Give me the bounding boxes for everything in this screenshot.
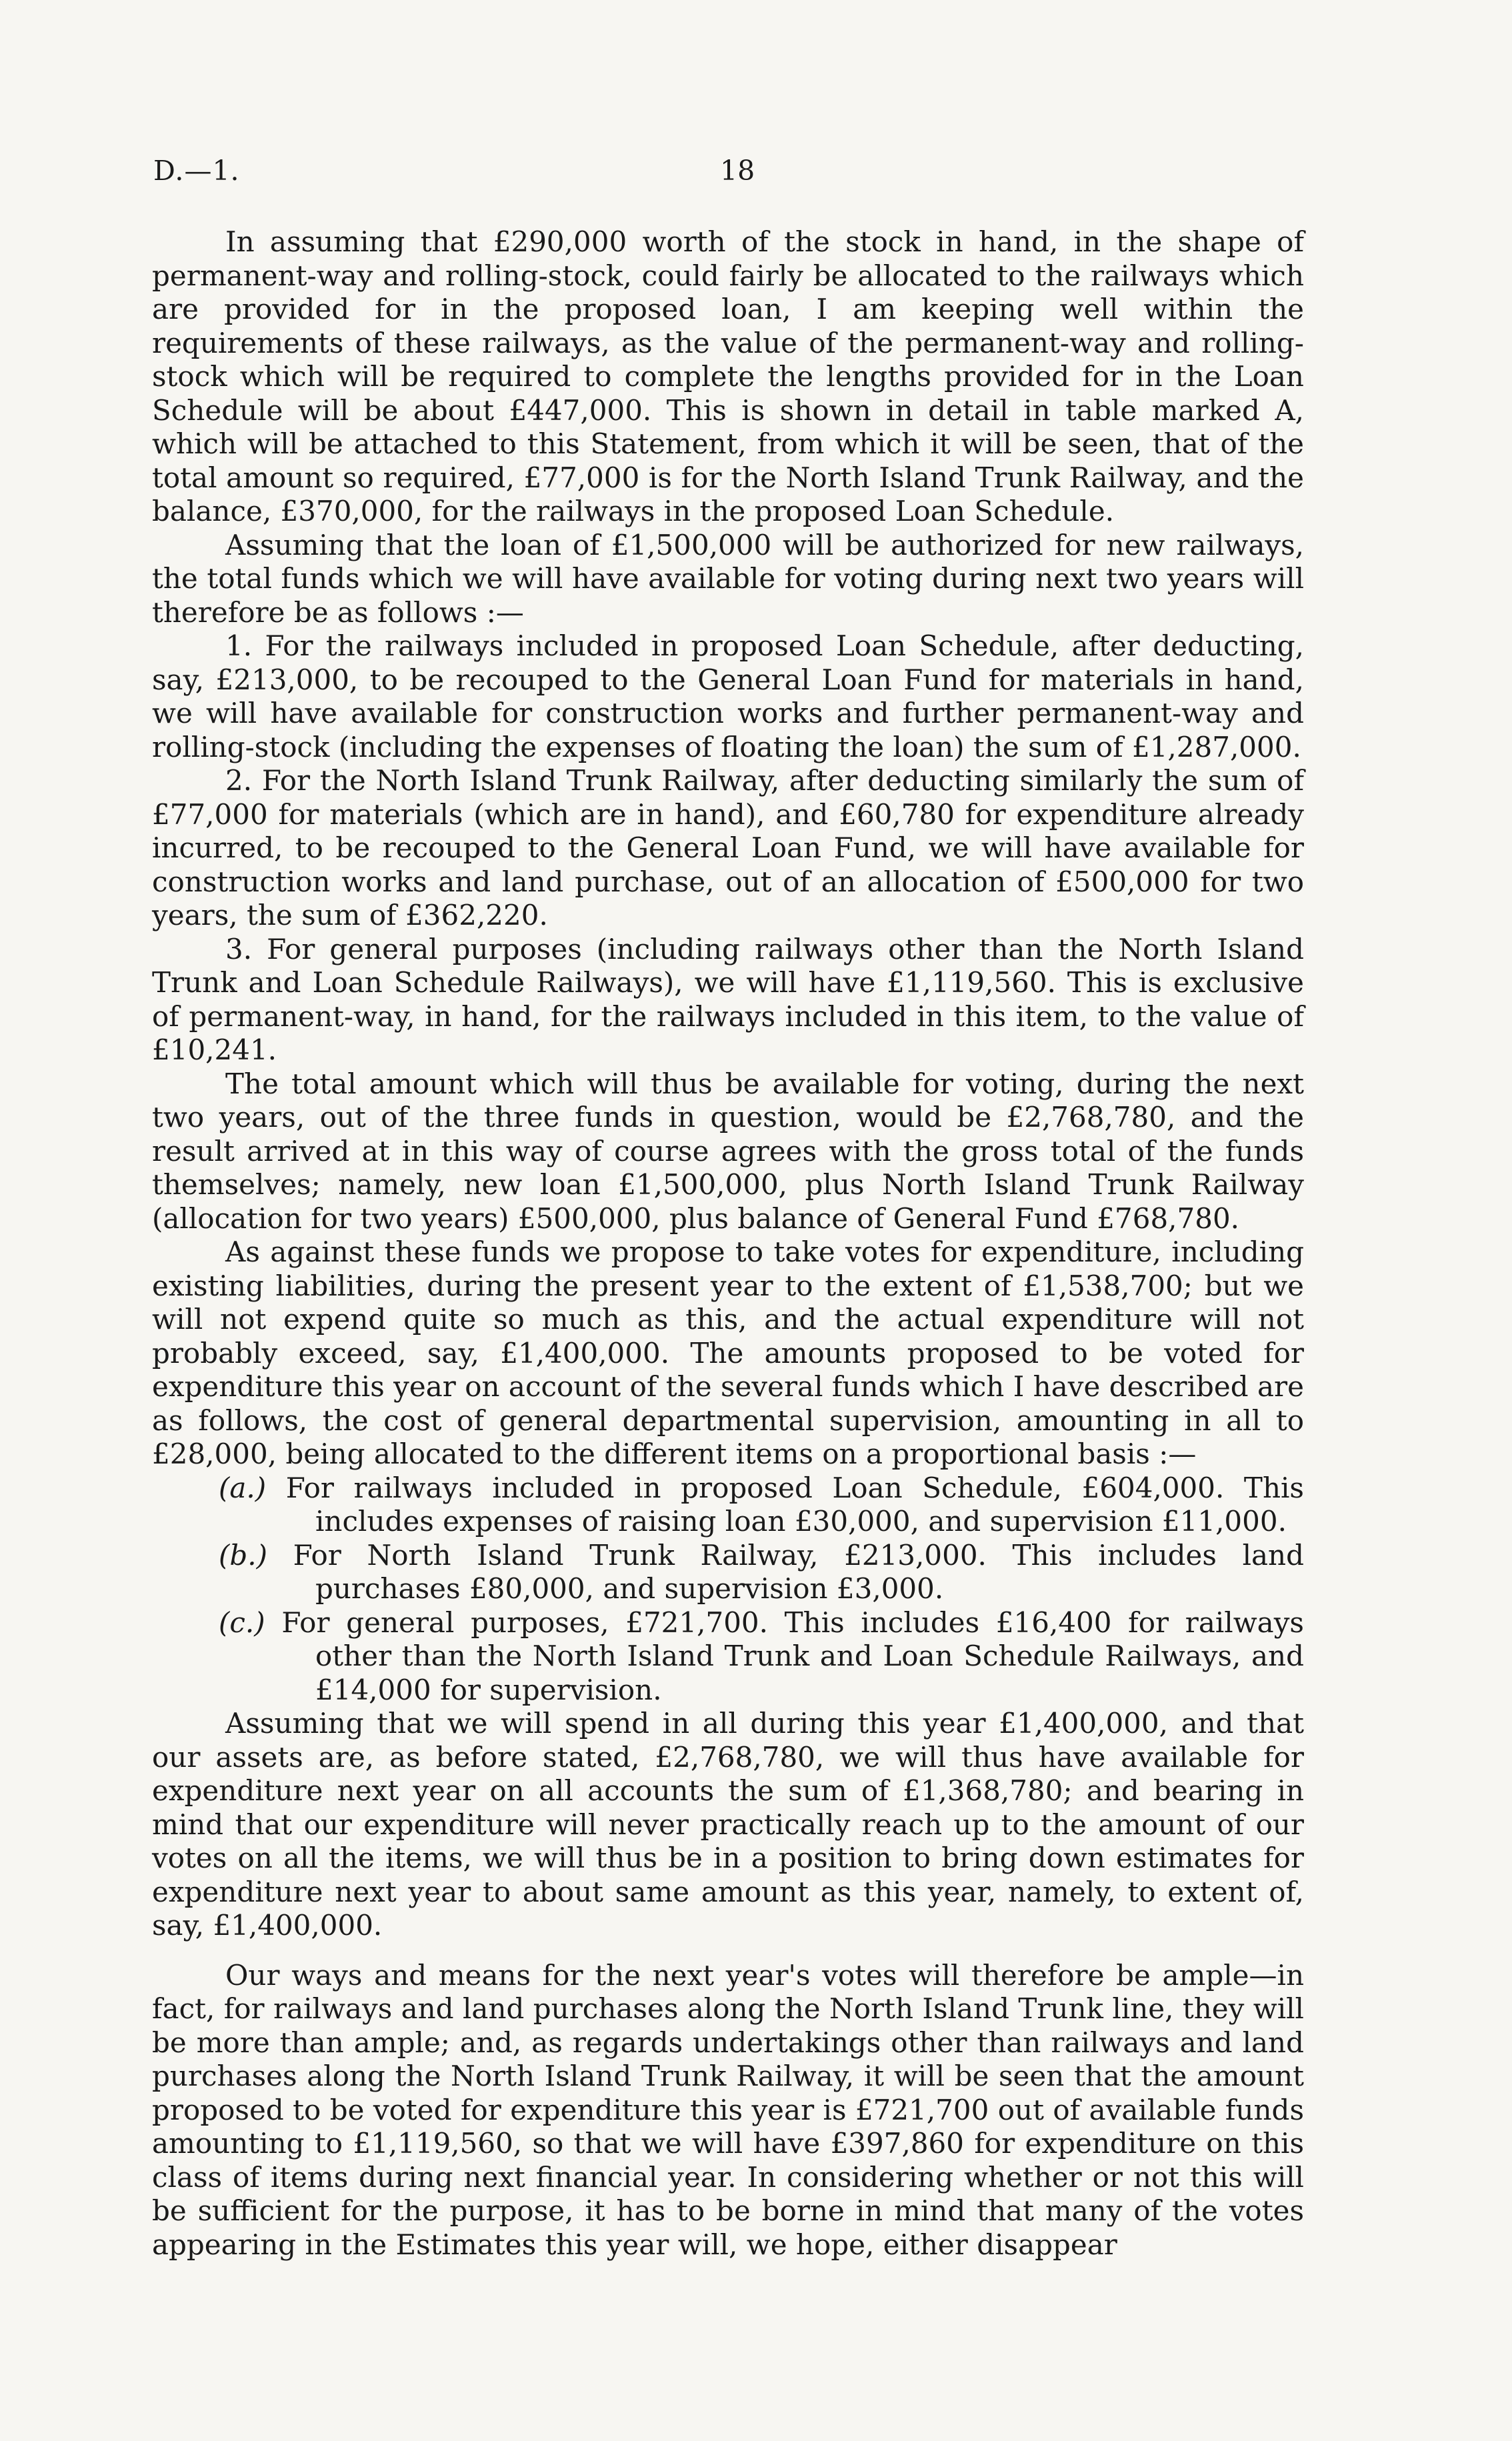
list-item-text: For general purposes, £721,700. This includes £16,400 for railways other than the North Island Trunk and Loan Schedule Railways, and £14,000 for supervision. bbox=[281, 1606, 1304, 1706]
list-item-label: (a.) bbox=[219, 1471, 267, 1504]
paragraph: Assuming that we will spend in all during this year £1,400,000, and that our assets are, as before stated, £2,768,780, we will thus have available for expenditure next year on all accounts the sum of £1,368,780; and bearing in mind that our expenditure will never practically reach up to the amount of our votes on all the items, we will thus be in a position to bring down estimates for expenditure next year to about same amount as this year, namely, to extent of, say, £1,400,000. bbox=[152, 1707, 1304, 1942]
paragraph: The total amount which will thus be available for voting, during the next two years, out of the three funds in question, would be £2,768,780, and the result arrived at in this way of course agrees with the gross total of the funds themselves; namely, new loan £1,500,000, plus North Island Trunk Railway (allocation for two years) £500,000, plus balance of General Fund £768,780. bbox=[152, 1067, 1304, 1235]
list-item-label: (c.) bbox=[219, 1606, 265, 1639]
paragraph: As against these funds we propose to take votes for expenditure, including existing liabilities, during the present year to the extent of £1,538,700; but we will not expend quite so much as this, and the actual expenditure will not probably exceed, say, £1,400,000. The amounts proposed to be voted for expenditure this year on account of the several funds which I have described are as follows, the cost of general departmental supervision, amounting in all to £28,000, being allocated to the different items on a proportional basis :— bbox=[152, 1236, 1304, 1470]
list-item-label: (b.) bbox=[219, 1538, 268, 1572]
list-item bbox=[152, 1472, 1304, 1539]
paragraph: 3. For general purposes (including railways other than the North Island Trunk and Loan Schedule Railways), we will have £1,119,560. This is exclusive of permanent-way, in hand, for the railways included in this item, to the value of £10,241. bbox=[152, 932, 1304, 1066]
list-item bbox=[152, 1539, 1304, 1606]
list-item-text: For railways included in proposed Loan Schedule, £604,000. This includes expenses of raising loan £30,000, and supervision £11,000. bbox=[285, 1471, 1304, 1538]
paragraph: In assuming that £290,000 worth of the stock in hand, in the shape of permanent-way and rolling-stock, could fairly be allocated to the railways which are provided for in the proposed loan, I am keeping well within the requirements of these railways, as the value of the permanent-way and rolling-stock which will be required to complete the lengths provided for in the Loan Schedule will be about £447,000. This is shown in detail in table marked A, which will be attached to this Statement, from which it will be seen, that of the total amount so required, £77,000 is for the North Island Trunk Railway, and the balance, £370,000, for the railways in the proposed Loan Schedule. bbox=[152, 225, 1304, 527]
list-item-text: For North Island Trunk Railway, £213,000. This includes land purchases £80,000, and supervision £3,000. bbox=[293, 1538, 1304, 1605]
list-item bbox=[152, 1606, 1304, 1708]
paragraph: 2. For the North Island Trunk Railway, after deducting similarly the sum of £77,000 for materials (which are in hand), and £60,780 for expenditure already incurred, to be recouped to the General Loan Fund, we will have available for construction works and land purchase, out of an allocation of £500,000 for two years, the sum of £362,220. bbox=[152, 764, 1304, 931]
document-reference: D.—1. bbox=[153, 155, 240, 187]
page-number: 18 bbox=[720, 155, 755, 187]
paragraph: 1. For the railways included in proposed Loan Schedule, after deducting, say, £213,000, to be recouped to the General Loan Fund for materials in hand, we will have available for construction works and further permanent-way and rolling-stock (including the expenses of floating the loan) the sum of £1,287,000. bbox=[152, 629, 1304, 763]
document-body bbox=[152, 225, 1304, 2262]
paragraph: Our ways and means for the next year's votes will therefore be ample—in fact, for railways and land purchases along the North Island Trunk line, they will be more than ample; and, as regards undertakings other than railways and land purchases along the North Island Trunk Railway, it will be seen that the amount proposed to be voted for expenditure this year is £721,700 out of available funds amounting to £1,119,560, so that we will have £397,860 for expenditure on this class of items during next financial year. In considering whether or not this will be sufficient for the purpose, it has to be borne in mind that many of the votes appearing in the Estimates this year will, we hope, either disappear bbox=[152, 1958, 1304, 2261]
page-header bbox=[153, 155, 1307, 195]
paragraph: Assuming that the loan of £1,500,000 will be authorized for new railways, the total funds which we will have available for voting during next two years will therefore be as follows :— bbox=[152, 528, 1304, 629]
